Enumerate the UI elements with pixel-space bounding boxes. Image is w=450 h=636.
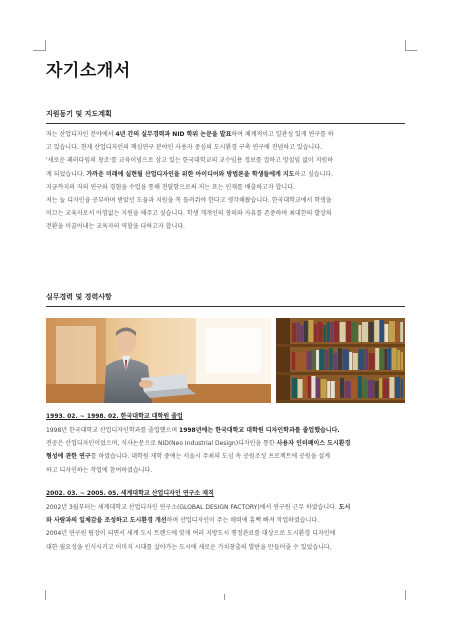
bold-emphasis: 1998년에는 한국대학교 대학원 디자인학과를 졸업했습니다. [179,427,340,434]
career-paragraph: 2002년 3월부터는 세계대학교 산업디자인 연구소(GLOBAL DESIGN FACTORY)에서 연구원 근무 하였습니다. 도시 와 사람과의 일체감을 조성하고 도시환경 개선하며 산업디자인이 주는 매력에 흠뻑 빠져 작업하였습니다. 2004년 연구원 팀장이 되면서 세계 도시 트렌드에 맞게 여러 지방도시 행정관료를 대상으로 도시환경 디자인에 대한 필요성을 인식시키고 이미지 시대를 살아가는 도시에 새로운 가치창출의 발판을 만들어줄 수 있었습니다. [46,504,351,551]
businessman-laptop-photo [46,318,271,403]
career-paragraph: 1998년 한국대학교 산업디자인학과를 졸업했으며 1998년에는 한국대학교 대학원 디자인학과를 졸업했습니다. 전공은 산업디자인이었으며, 석사논문으로 NID(Neo Industrial Design)디자인을 통한 사용자 인터페이스 도시환경 형성에 관한 연구를 하였습니다. 대학원 재학 중에는 서울시 주최의 도심 속 공원조성 프로젝트에 공원을 설계 하고 디자인하는 작업에 참여하였습니다. [46,427,351,474]
bold-emphasis: 와 사람과의 일체감을 조성하고 도시환경 개선 [46,517,167,525]
bold-emphasis: 사용자 인터페이스 도시환경 [276,440,351,448]
library-bookshelf-photo [276,318,405,403]
section-heading-motivation: 지원동기 및 지도계획 [46,109,405,124]
career-period-heading: 1993. 02. ~ 1998. 02. 한국대학교 대학원 졸업 [46,413,183,420]
section-heading-career: 실무경력 및 경력사항 [46,292,405,307]
crop-mark [405,590,406,600]
bold-emphasis: 가까운 미래에 실현될 산업디자인을 위한 아이디어와 방법론을 학생들에게 지도 [86,170,295,178]
document-title: 자기소개서 [46,61,131,81]
crop-mark [45,590,46,600]
crop-mark [45,40,46,51]
motivation-paragraph: 저는 산업디자인 분야에서 4년 간의 실무경력과 NID 학위 논문을 발표하여 체계적이고 일관성 있게 연구를 하 고 있습니다. 현재 산업디자인의 핵심연구 분야인 사용자 중심의 도시환경 구축 연구에 전념하고 있습니다. '새로운 패러다임의 창조'를 교육이념으로 삼고 있는 한국대학교의 교수임용 정보를 접하고 망설임 없이 지원하 게 되었습니다. 가까운 미래에 실현될 산업디자인을 위한 아이디어와 방법론을 학생들에게 지도하고 싶습니다. 지금까지의 저의 연구와 경험을 수업을 통해 전달함으로써 저는 또는 인재를 배출하고자 합니다. 저는 늘 디자인을 공부하며 받았던 도움과 지원을 꼭 돌려줘야 한다고 생각해왔습니다. 한국대학교에서 학생을 이끄는 교육자로서 아낌없는 지원을 해주고 싶습니다. 학생 개개인의 창의와 자유를 존중하며 최대한의 발상의 전환을 이끌어내는 교육자의 역할을 다하고자 합니다. [46,131,334,231]
crop-mark [405,50,417,51]
bold-emphasis: 4년 간의 실무경력과 NID 학위 논문을 발표 [115,131,232,138]
crop-mark [405,40,406,51]
career-period-heading: 2002. 03. ~ 2005. 05. 세계대학교 산업디자인 연구소 재직 [46,490,214,497]
crop-mark [33,50,45,51]
bold-emphasis: 도시 [338,504,351,511]
bold-emphasis: 형성에 관한 연구 [46,453,91,461]
crop-mark [224,594,225,600]
